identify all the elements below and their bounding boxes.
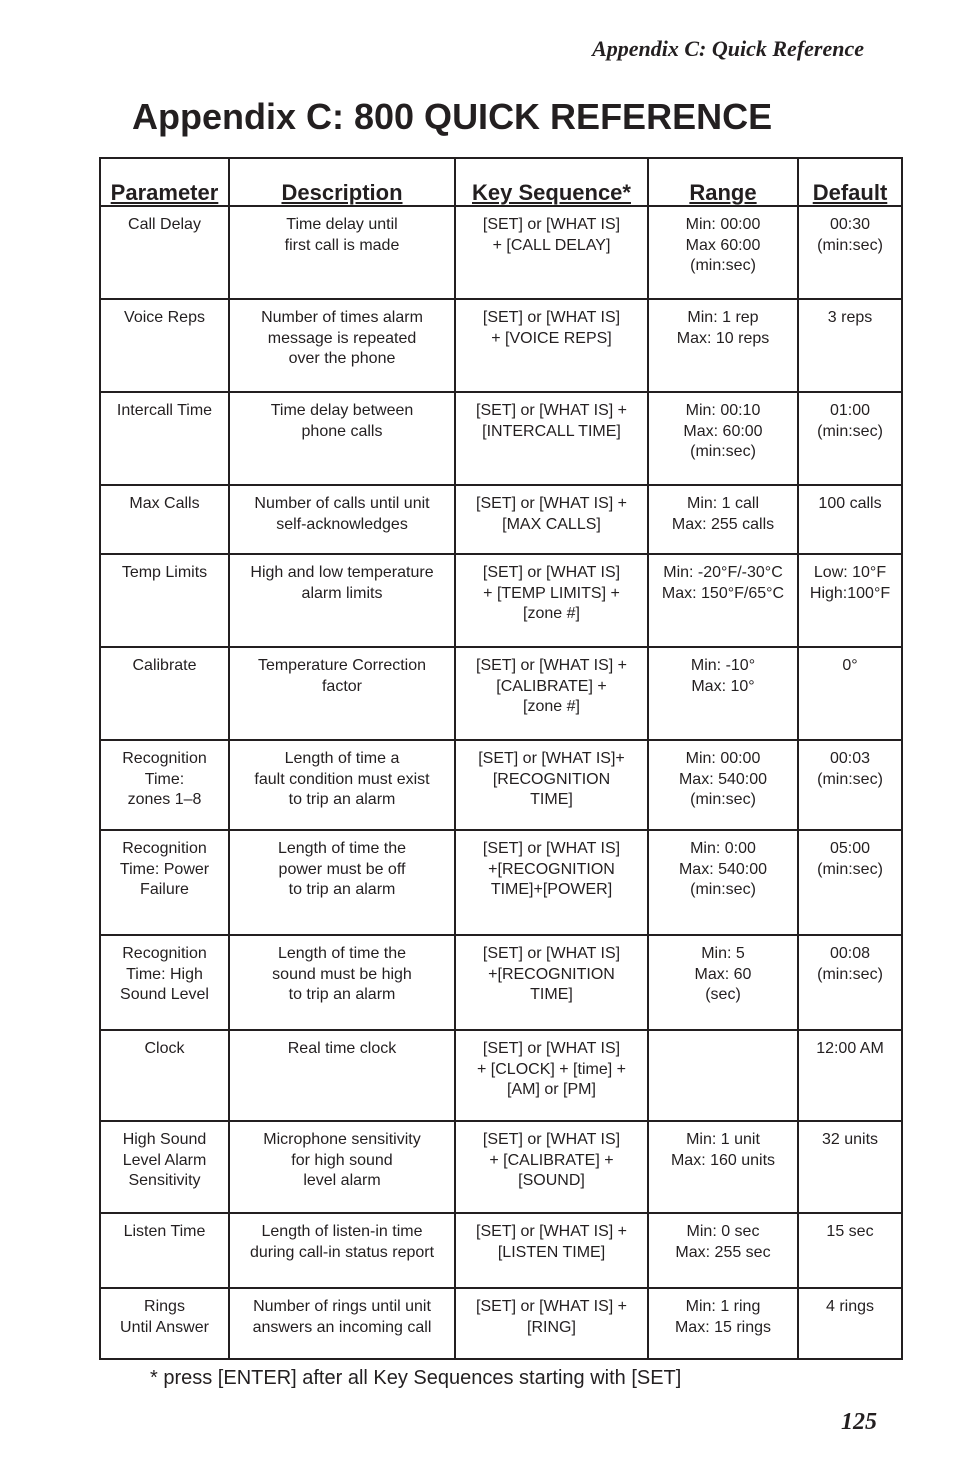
cell-description — [229, 830, 455, 935]
footnote: * press [ENTER] after all Key Sequences starting with [SET] — [150, 1367, 682, 1389]
cell-key-sequence — [455, 1213, 648, 1288]
table-row — [100, 554, 902, 647]
cell-line: fault condition must exist — [254, 770, 430, 788]
cell-line: Max: 15 rings — [674, 1318, 772, 1336]
table-row — [100, 1213, 902, 1288]
cell-range — [648, 647, 798, 740]
cell-line: (min:sec) — [817, 770, 883, 788]
table-row — [100, 392, 902, 485]
cell-default — [798, 1121, 902, 1213]
cell-line: Recognition — [122, 840, 207, 857]
cell-description — [229, 485, 455, 554]
cell-parameter — [100, 647, 229, 740]
cell-range — [648, 1288, 798, 1359]
table-row — [100, 1121, 902, 1213]
cell-line: Number of calls until unit — [254, 495, 430, 512]
cell-line: Min: 1 rep — [687, 309, 759, 326]
cell-default — [798, 740, 902, 830]
cell-line: (min:sec) — [690, 443, 756, 460]
cell-line: Temp Limits — [121, 564, 208, 581]
cell-key-sequence — [455, 206, 648, 299]
cell-default — [798, 830, 902, 935]
cell-line: Max: 150°F/65°C — [661, 584, 785, 602]
cell-default — [798, 1288, 902, 1359]
cell-line: Number of rings until unit — [253, 1298, 431, 1315]
cell-line: 15 sec — [826, 1223, 874, 1240]
cell-line: 32 units — [821, 1131, 879, 1148]
cell-line: Clock — [144, 1040, 185, 1057]
cell-line: Sound Level — [120, 986, 209, 1003]
cell-line: (min:sec) — [690, 791, 756, 808]
cell-line: + [TEMP LIMITS] + — [483, 584, 620, 602]
cell-line: Length of time the — [277, 945, 407, 962]
cell-line: [SET] or [WHAT IS] + — [476, 657, 627, 674]
cell-range — [648, 1213, 798, 1288]
cell-line: TIME]+[POWER] — [490, 881, 613, 898]
cell-line: Max: 60 — [694, 965, 752, 983]
cell-line: during call-in status report — [249, 1243, 435, 1261]
header-range: Range — [648, 158, 798, 206]
cell-description — [229, 1288, 455, 1359]
cell-default — [798, 1030, 902, 1121]
cell-line: Time: — [144, 770, 185, 788]
cell-key-sequence — [455, 740, 648, 830]
cell-line: zones 1–8 — [127, 791, 202, 808]
cell-line: Max: 255 sec — [675, 1243, 771, 1261]
cell-parameter — [100, 1288, 229, 1359]
cell-key-sequence — [455, 554, 648, 647]
cell-line: (min:sec) — [690, 257, 756, 274]
cell-range — [648, 1121, 798, 1213]
cell-line: [RECOGNITION — [492, 770, 611, 788]
cell-key-sequence — [455, 935, 648, 1030]
cell-range — [648, 935, 798, 1030]
cell-description — [229, 1030, 455, 1121]
cell-line: 4 rings — [825, 1298, 875, 1315]
cell-line: Min: 0:00 — [690, 840, 756, 857]
cell-line: +[RECOGNITION — [488, 860, 615, 878]
cell-parameter — [100, 392, 229, 485]
table-row — [100, 830, 902, 935]
cell-default — [798, 935, 902, 1030]
cell-line: Failure — [140, 881, 189, 898]
cell-line: to trip an alarm — [288, 881, 396, 898]
cell-line: over the phone — [288, 350, 396, 367]
cell-line: Min: 5 — [701, 945, 745, 962]
cell-parameter — [100, 485, 229, 554]
cell-line: 05:00 — [829, 840, 871, 857]
cell-line: Length of time the — [277, 840, 407, 857]
cell-line: level alarm — [303, 1172, 381, 1189]
cell-line: 01:00 — [829, 402, 871, 419]
cell-key-sequence — [455, 830, 648, 935]
cell-line: for high sound — [291, 1151, 393, 1169]
cell-line: [MAX CALLS] — [502, 515, 601, 533]
cell-line: Min: 1 call — [686, 495, 760, 512]
cell-default — [798, 299, 902, 392]
cell-line: Low: 10°F — [813, 564, 887, 581]
cell-line: High Sound — [122, 1131, 207, 1148]
cell-line: 00:08 — [829, 945, 871, 962]
cell-line: Max: 540:00 — [678, 770, 768, 788]
cell-line: Voice Reps — [124, 309, 205, 326]
cell-line: [AM] or [PM] — [507, 1081, 596, 1098]
cell-description — [229, 299, 455, 392]
cell-line: + [VOICE REPS] — [491, 329, 612, 347]
cell-description — [229, 554, 455, 647]
cell-line: Recognition — [122, 750, 207, 767]
cell-line: [RING] — [527, 1318, 576, 1336]
quick-reference-table — [99, 157, 903, 1360]
cell-range — [648, 206, 798, 299]
cell-line: alarm limits — [301, 584, 383, 602]
table-row — [100, 485, 902, 554]
cell-description — [229, 1213, 455, 1288]
header-parameter: Parameter — [100, 158, 229, 206]
cell-line: Length of listen-in time — [261, 1223, 423, 1240]
table-row — [100, 1030, 902, 1121]
cell-line: Max: 10° — [691, 677, 755, 695]
cell-line: [SET] or [WHAT IS] — [482, 216, 621, 233]
cell-range — [648, 392, 798, 485]
cell-line: [LISTEN TIME] — [497, 1243, 606, 1261]
cell-line: sound must be high — [272, 965, 412, 983]
cell-line: Max 60:00 — [685, 236, 761, 254]
cell-line: + [CLOCK] + [time] + — [477, 1060, 626, 1078]
cell-description — [229, 206, 455, 299]
header-default: Default — [798, 158, 902, 206]
cell-range — [648, 830, 798, 935]
cell-line: Listen Time — [123, 1223, 206, 1240]
cell-line: Min: -20°F/-30°C — [663, 564, 783, 581]
cell-default — [798, 554, 902, 647]
cell-line: [SET] or [WHAT IS] — [482, 840, 621, 857]
cell-line: Min: 00:00 — [685, 216, 761, 233]
cell-line: [SET] or [WHAT IS] + — [476, 1223, 627, 1240]
cell-parameter — [100, 1213, 229, 1288]
cell-line: [CALIBRATE] + — [496, 677, 607, 695]
cell-line: [SET] or [WHAT IS] + — [476, 402, 627, 419]
cell-line: Intercall Time — [116, 402, 213, 419]
cell-line: (min:sec) — [817, 860, 883, 878]
cell-line: Time: Power — [119, 860, 210, 878]
cell-line: Real time clock — [287, 1040, 397, 1057]
cell-line: Max Calls — [129, 495, 200, 512]
cell-line: 100 calls — [818, 495, 882, 512]
cell-line: High and low temperature — [250, 564, 434, 581]
cell-line: to trip an alarm — [288, 986, 396, 1003]
cell-line: Rings — [144, 1298, 185, 1315]
cell-line: [zone #] — [523, 698, 580, 715]
cell-line: Time delay until — [286, 216, 398, 233]
cell-line: + [CALL DELAY] — [492, 236, 611, 254]
cell-line: 0° — [842, 657, 858, 674]
page-title: Appendix C: 800 QUICK REFERENCE — [132, 96, 773, 137]
table-row — [100, 935, 902, 1030]
cell-line: Until Answer — [120, 1318, 209, 1336]
cell-line: power must be off — [278, 860, 406, 878]
cell-line: [zone #] — [523, 605, 580, 622]
cell-range — [648, 485, 798, 554]
cell-line: [SOUND] — [518, 1172, 585, 1189]
cell-line: Time delay between — [270, 402, 414, 419]
cell-line: 12:00 AM — [816, 1040, 884, 1057]
cell-line: Max: 540:00 — [678, 860, 768, 878]
cell-line: [INTERCALL TIME] — [482, 422, 621, 440]
cell-parameter — [100, 740, 229, 830]
cell-default — [798, 485, 902, 554]
cell-line: [SET] or [WHAT IS] + — [476, 1298, 627, 1315]
cell-description — [229, 647, 455, 740]
cell-line: TIME] — [530, 791, 573, 808]
cell-description — [229, 935, 455, 1030]
cell-description — [229, 740, 455, 830]
cell-line: (sec) — [705, 986, 741, 1003]
cell-key-sequence — [455, 485, 648, 554]
cell-line: Max: 255 calls — [671, 515, 775, 533]
cell-parameter — [100, 935, 229, 1030]
cell-line: Min: -10° — [690, 657, 756, 674]
cell-line: Number of times alarm — [261, 309, 423, 326]
cell-line: to trip an alarm — [288, 791, 396, 808]
cell-line: (min:sec) — [817, 422, 883, 440]
table-body — [100, 206, 902, 1359]
header-key-sequence: Key Sequence* — [455, 158, 648, 206]
table-row — [100, 647, 902, 740]
cell-line: [SET] or [WHAT IS] — [482, 309, 621, 326]
cell-line: Recognition — [122, 945, 207, 962]
table-row — [100, 740, 902, 830]
cell-line: Sensitivity — [128, 1172, 201, 1189]
cell-line: Min: 0 sec — [686, 1223, 760, 1240]
cell-line: Min: 1 ring — [685, 1298, 761, 1315]
cell-line: Level Alarm — [122, 1151, 207, 1169]
cell-default — [798, 647, 902, 740]
cell-line: +[RECOGNITION — [488, 965, 615, 983]
table-row — [100, 1288, 902, 1359]
cell-line: Time: High — [126, 965, 203, 983]
cell-parameter — [100, 830, 229, 935]
cell-line: [SET] or [WHAT IS] + — [476, 495, 627, 512]
cell-line: Max: 10 reps — [676, 329, 770, 347]
cell-key-sequence — [455, 392, 648, 485]
cell-range — [648, 1030, 798, 1121]
table-row — [100, 206, 902, 299]
cell-parameter — [100, 1030, 229, 1121]
cell-default — [798, 392, 902, 485]
cell-line: Temperature Correction — [257, 657, 427, 674]
cell-key-sequence — [455, 1121, 648, 1213]
cell-line: Call Delay — [128, 216, 201, 233]
cell-key-sequence — [455, 1030, 648, 1121]
cell-line: 3 reps — [827, 309, 873, 326]
table-header-row — [100, 158, 902, 206]
cell-line: phone calls — [301, 422, 383, 440]
cell-line: [SET] or [WHAT IS] — [482, 1131, 621, 1148]
cell-line: factor — [321, 677, 362, 695]
cell-line: Max: 160 units — [670, 1151, 776, 1169]
cell-default — [798, 206, 902, 299]
cell-line: 00:03 — [829, 750, 871, 767]
table-row — [100, 299, 902, 392]
header-description: Description — [229, 158, 455, 206]
cell-line: Min: 1 unit — [686, 1131, 760, 1148]
cell-key-sequence — [455, 1288, 648, 1359]
cell-line: (min:sec) — [817, 965, 883, 983]
cell-line: first call is made — [284, 236, 400, 254]
cell-line: Microphone sensitivity — [263, 1131, 421, 1148]
cell-line: [SET] or [WHAT IS] — [482, 1040, 621, 1057]
cell-line: Min: 00:10 — [685, 402, 761, 419]
cell-line: [SET] or [WHAT IS]+ — [478, 750, 625, 767]
cell-description — [229, 1121, 455, 1213]
cell-range — [648, 740, 798, 830]
cell-line: Length of time a — [284, 750, 400, 767]
cell-parameter — [100, 299, 229, 392]
cell-key-sequence — [455, 647, 648, 740]
cell-line: (min:sec) — [690, 881, 756, 898]
cell-line: + [CALIBRATE] + — [489, 1151, 614, 1169]
cell-parameter — [100, 1121, 229, 1213]
cell-default — [798, 1213, 902, 1288]
cell-line: Min: 00:00 — [685, 750, 761, 767]
cell-parameter — [100, 554, 229, 647]
cell-line: Max: 60:00 — [683, 422, 763, 440]
cell-range — [648, 554, 798, 647]
page-number: 125 — [841, 1409, 877, 1435]
cell-line: (min:sec) — [817, 236, 883, 254]
cell-line: High:100°F — [809, 584, 891, 602]
cell-line: 00:30 — [829, 216, 871, 233]
cell-key-sequence — [455, 299, 648, 392]
cell-line: answers an incoming call — [252, 1318, 432, 1336]
cell-line: TIME] — [530, 986, 573, 1003]
cell-line: [SET] or [WHAT IS] — [482, 564, 621, 581]
cell-parameter — [100, 206, 229, 299]
cell-line: message is repeated — [267, 329, 417, 347]
cell-line: Calibrate — [132, 657, 197, 674]
cell-range — [648, 299, 798, 392]
cell-description — [229, 392, 455, 485]
cell-line: self-acknowledges — [276, 515, 408, 533]
cell-line: [SET] or [WHAT IS] — [482, 945, 621, 962]
running-head: Appendix C: Quick Reference — [592, 36, 864, 61]
